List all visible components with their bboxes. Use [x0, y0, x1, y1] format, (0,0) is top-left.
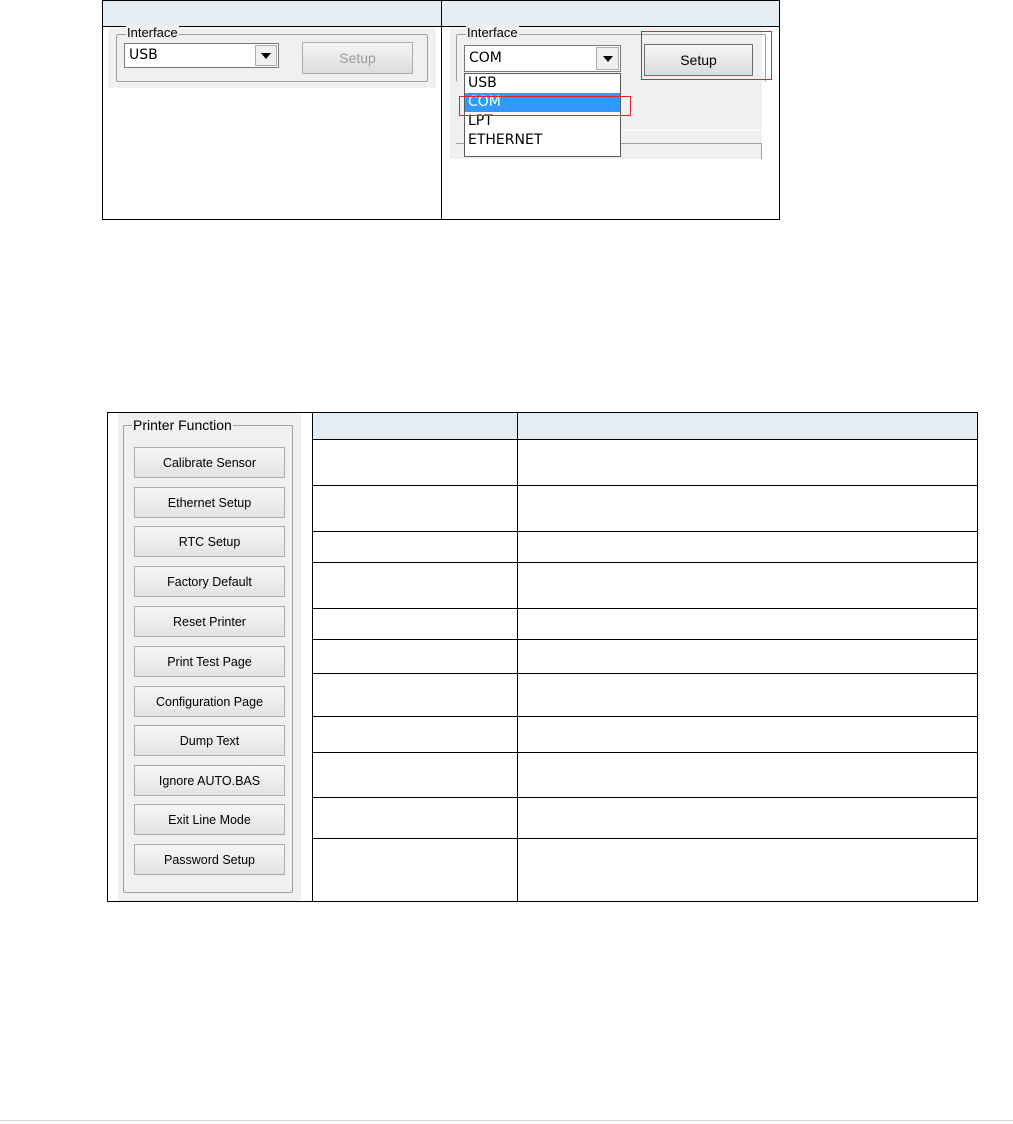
table-column-divider [441, 0, 442, 220]
table-row-line [312, 531, 978, 532]
page-footer-rule [0, 1120, 1013, 1121]
table-row-line [312, 608, 978, 609]
ethernet-setup-button[interactable]: Ethernet Setup [134, 487, 285, 518]
chevron-down-icon [261, 53, 271, 59]
table-row-line [312, 752, 978, 753]
calibrate-sensor-button[interactable]: Calibrate Sensor [134, 447, 285, 478]
setup-button-right[interactable]: Setup [644, 44, 753, 76]
dropdown-option-usb[interactable]: USB [468, 75, 497, 91]
configuration-page-button[interactable]: Configuration Page [134, 686, 285, 717]
chevron-down-icon [603, 56, 613, 62]
interface-combo-value: USB [129, 47, 158, 63]
table-row-line [312, 562, 978, 563]
print-test-page-button[interactable]: Print Test Page [134, 646, 285, 677]
ignore-auto-bas-button[interactable]: Ignore AUTO.BAS [134, 765, 285, 796]
table-row-line [312, 639, 978, 640]
reset-printer-button[interactable]: Reset Printer [134, 606, 285, 637]
interface-combo-value-right: COM [469, 50, 502, 66]
panel-white-strip [620, 130, 762, 131]
table-row-line [312, 716, 978, 717]
table-header-row [313, 413, 977, 439]
password-setup-button[interactable]: Password Setup [134, 844, 285, 875]
setup-button[interactable]: Setup [302, 42, 413, 74]
interface-legend-right: Interface [467, 25, 518, 40]
interface-legend: Interface [127, 25, 178, 40]
table-row-line [312, 838, 978, 839]
table-row-line [312, 673, 978, 674]
dump-text-button[interactable]: Dump Text [134, 725, 285, 756]
table-row-line [312, 797, 978, 798]
table-row-line [312, 485, 978, 486]
dropdown-option-lpt[interactable]: LPT [468, 113, 493, 129]
setup-highlight-box [641, 31, 772, 80]
com-highlight-box [459, 96, 631, 116]
printer-function-legend: Printer Function [133, 417, 232, 433]
exit-line-mode-button[interactable]: Exit Line Mode [134, 804, 285, 835]
dropdown-option-com[interactable]: COM [465, 93, 620, 112]
rtc-setup-button[interactable]: RTC Setup [134, 526, 285, 557]
factory-default-button[interactable]: Factory Default [134, 566, 285, 597]
interface-dropdown-button[interactable] [255, 45, 277, 66]
dropdown-option-ethernet[interactable]: ETHERNET [468, 132, 543, 148]
table-row-line [312, 439, 978, 440]
interface-dropdown-button-right[interactable] [596, 47, 619, 70]
